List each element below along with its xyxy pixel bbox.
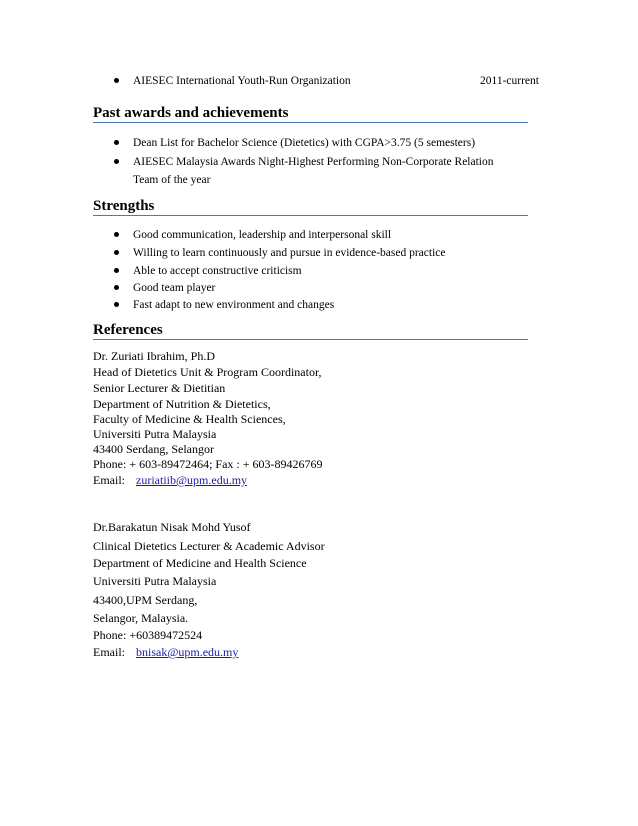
reference-2-email-row <box>93 645 238 659</box>
bullet-icon <box>114 285 119 290</box>
activity-date: 2011-current <box>480 75 539 87</box>
reference-1-name: Dr. Zuriati Ibrahim, Ph.D <box>93 349 215 363</box>
reference-1-line: Senior Lecturer & Dietitian <box>93 381 226 395</box>
email-label: Email: <box>93 473 125 487</box>
award-text: Team of the year <box>133 174 211 186</box>
reference-2-line: 43400,UPM Serdang, <box>93 593 198 607</box>
section-divider <box>93 339 528 340</box>
reference-2-name: Dr.Barakatun Nisak Mohd Yusof <box>93 520 251 534</box>
strength-text: Good team player <box>133 282 216 294</box>
email-label: Email: <box>93 645 125 659</box>
reference-1-line: Faculty of Medicine & Health Sciences, <box>93 412 286 426</box>
references-heading: References <box>93 322 163 338</box>
bullet-icon <box>114 302 119 307</box>
award-text: Dean List for Bachelor Science (Dietetics) with CGPA>3.75 (5 semesters) <box>133 137 476 149</box>
awards-heading: Past awards and achievements <box>93 105 289 121</box>
activity-label: AIESEC International Youth-Run Organization <box>133 75 351 87</box>
reference-2-line: Universiti Putra Malaysia <box>93 574 217 588</box>
award-text: AIESEC Malaysia Awards Night-Highest Performing Non-Corporate Relation <box>133 156 494 168</box>
reference-1-email-link[interactable]: zuriatiib@upm.edu.my <box>136 473 248 487</box>
reference-2-line: Department of Medicine and Health Science <box>93 556 307 570</box>
strengths-heading: Strengths <box>93 198 155 214</box>
bullet-icon <box>114 78 119 83</box>
reference-1-line: Universiti Putra Malaysia <box>93 427 217 441</box>
reference-1-line: Head of Dietetics Unit & Program Coordinator, <box>93 365 322 379</box>
reference-1-line: Department of Nutrition & Dietetics, <box>93 397 271 411</box>
reference-1-phone: Phone: + 603-89472464; Fax : + 603-89426769 <box>93 457 323 471</box>
bullet-icon <box>114 232 119 237</box>
bullet-icon <box>114 159 119 164</box>
strength-text: Willing to learn continuously and pursue in evidence-based practice <box>133 247 446 259</box>
reference-2-email-link[interactable]: bnisak@upm.edu.my <box>136 645 239 659</box>
section-divider <box>93 122 528 123</box>
reference-2-line: Clinical Dietetics Lecturer & Academic Advisor <box>93 539 325 553</box>
bullet-icon <box>114 268 119 273</box>
bullet-icon <box>114 250 119 255</box>
reference-2-line: Selangor, Malaysia. <box>93 611 189 625</box>
reference-1-email-row <box>93 473 247 487</box>
bullet-icon <box>114 140 119 145</box>
reference-1-line: 43400 Serdang, Selangor <box>93 442 214 456</box>
reference-2-phone: Phone: +60389472524 <box>93 628 203 642</box>
section-divider <box>93 215 528 216</box>
strength-text: Good communication, leadership and interpersonal skill <box>133 229 392 241</box>
strength-text: Able to accept constructive criticism <box>133 265 302 277</box>
strength-text: Fast adapt to new environment and changes <box>133 299 335 311</box>
